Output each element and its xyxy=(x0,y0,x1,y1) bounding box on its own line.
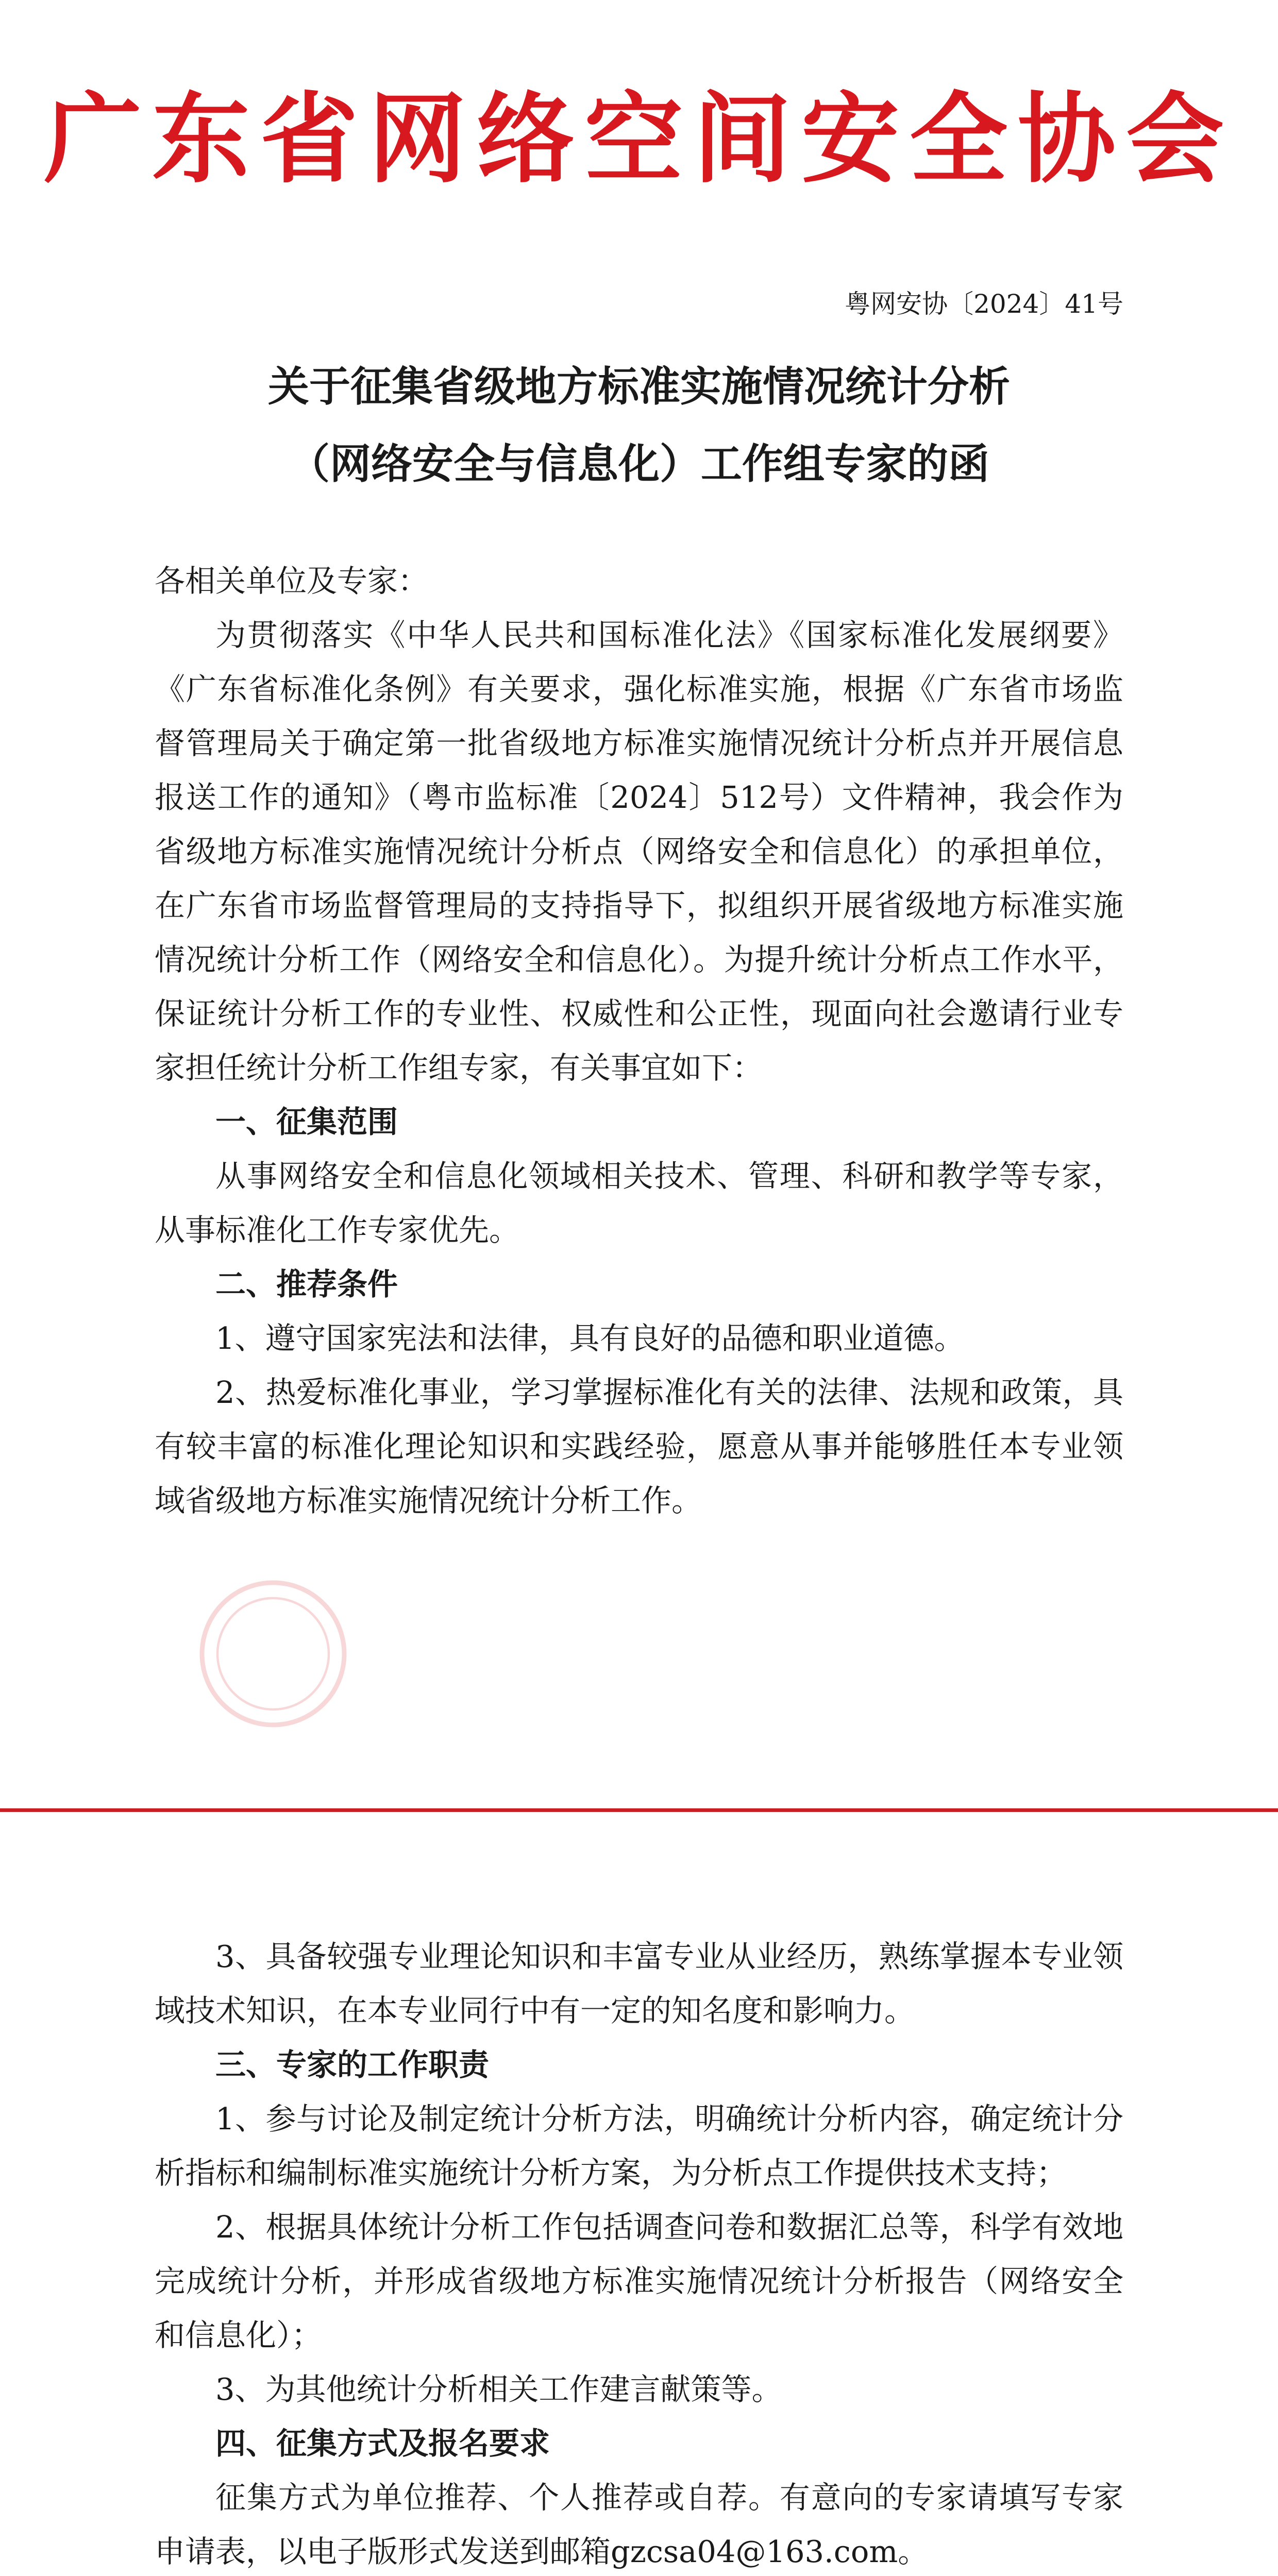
section-3-heading: 三、专家的工作职责 xyxy=(215,2047,490,2082)
section-2-item-2: 2、热爱标准化事业，学习掌握标准化有关的法律、法规和政策，具有较丰富的标准化理论知识和实践经验，愿意从事并能够胜任本专业领域省级地方标准实施情况统计分析工作。 xyxy=(155,1375,1123,1518)
section-4-heading: 四、征集方式及报名要求 xyxy=(215,2426,550,2461)
section-2-heading: 二、推荐条件 xyxy=(215,1266,398,1302)
section-3-item-2: 2、根据具体统计分析工作包括调查问卷和数据汇总等，科学有效地完成统计分析，并形成省级地方标准实施情况统计分析报告（网络安全和信息化）； xyxy=(155,2209,1123,2353)
section-1-heading: 一、征集范围 xyxy=(215,1104,398,1140)
faint-seal-bleed xyxy=(196,1577,350,1731)
section-2-item-1: 1、遵守国家宪法和法律，具有良好的品德和职业道德。 xyxy=(215,1320,965,1356)
section-4-text: 征集方式为单位推荐、个人推荐或自荐。有意向的专家请填写专家申请表，以电子版形式发送到邮箱gzcsa04@163.com。 xyxy=(155,2480,1123,2569)
section-2-item-3: 3、具备较强专业理论知识和丰富专业从业经历，熟练掌握本专业领域技术知识，在本专业同行中有一定的知名度和影响力。 xyxy=(155,1939,1123,2028)
salutation: 各相关单位及专家： xyxy=(155,563,429,599)
document-number: 粤网安协〔2024〕41号 xyxy=(845,289,1123,319)
letterhead-title: 广东省网络空间安全协会 xyxy=(43,81,1234,196)
intro-paragraph: 为贯彻落实《中华人民共和国标准化法》《国家标准化发展纲要》《广东省标准化条例》有关要求，强化标准实施，根据《广东省市场监督管理局关于确定第一批省级地方标准实施情况统计分析点并开展信息报送工作的通知》（粤市监标准〔2024〕512号）文件精神，我会作为省级地方标准实施情况统计分析点（网络安全和信息化）的承担单位，在广东省市场监督管理局的支持指导下，拟组织开展省级地方标准实施情况统计分析工作（网络安全和信息化）。为提升统计分析点工作水平，保证统计分析工作的专业性、权威性和公正性，现面向社会邀请行业专家担任统计分析工作组专家，有关事宜如下： xyxy=(155,617,1123,1086)
page-break-line xyxy=(0,1808,1278,1812)
section-1-text: 从事网络安全和信息化领域相关技术、管理、科研和教学等专家，从事标准化工作专家优先。 xyxy=(155,1158,1123,1248)
document-title-line-2: （网络安全与信息化）工作组专家的函 xyxy=(289,439,989,488)
section-3-item-1: 1、参与讨论及制定统计分析方法，明确统计分析内容，确定统计分析指标和编制标准实施统计分析方案，为分析点工作提供技术支持； xyxy=(155,2101,1123,2191)
document-title-line-1: 关于征集省级地方标准实施情况统计分析 xyxy=(268,362,1010,411)
page-2-body xyxy=(155,1929,1123,2576)
section-3-item-3: 3、为其他统计分析相关工作建言献策等。 xyxy=(215,2371,782,2407)
page-1-body xyxy=(155,554,1123,1528)
